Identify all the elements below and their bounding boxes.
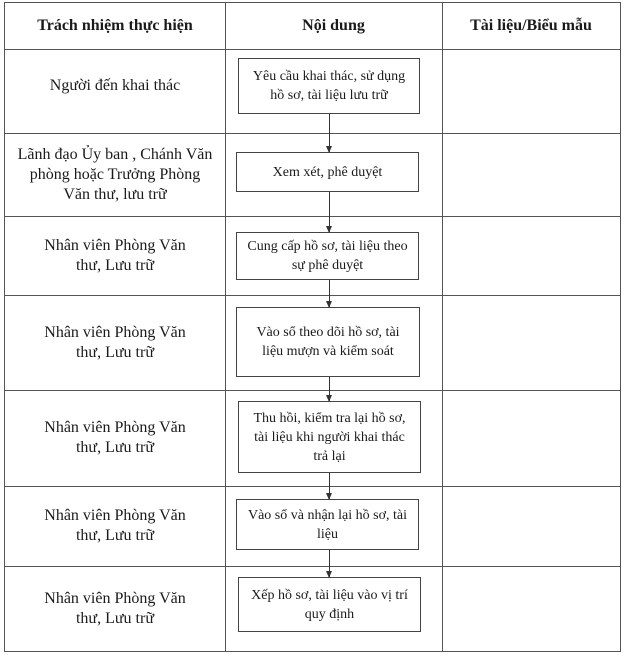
row-1-responsibility: Người đến khai thác	[49, 77, 181, 94]
step-6-box: Vào sổ và nhận lại hồ sơ, tài liệu	[236, 499, 419, 550]
row-3-responsibility: Nhân viên Phòng Văn thư, Lưu trữ	[44, 236, 186, 274]
header-documents: Tài liệu/Biểu mẫu	[470, 17, 592, 34]
header-responsibility: Trách nhiệm thực hiện	[37, 17, 193, 34]
flow-arrow	[329, 473, 330, 499]
row-4-responsibility: Nhân viên Phòng Văn thư, Lưu trữ	[44, 323, 186, 361]
row-7-responsibility: Nhân viên Phòng Văn thư, Lưu trữ	[44, 589, 186, 627]
row-6-responsibility: Nhân viên Phòng Văn thư, Lưu trữ	[44, 507, 186, 544]
header-content: Nội dung	[302, 17, 365, 34]
flow-arrow	[329, 114, 330, 152]
step-5-box: Thu hồi, kiểm tra lại hồ sơ, tài liệu khi người khai thác trả lại	[238, 401, 421, 473]
row-2-responsibility: Lãnh đạo Ủy ban , Chánh Văn phòng hoặc Trưởng Phòng Văn thư, lưu trữ	[17, 145, 213, 203]
step-7-box: Xếp hồ sơ, tài liệu vào vị trí quy định	[238, 577, 421, 632]
flow-arrow	[329, 280, 330, 307]
process-table	[4, 2, 621, 652]
flow-arrow	[329, 192, 330, 232]
step-2-box: Xem xét, phê duyệt	[236, 152, 419, 192]
column-divider	[442, 3, 443, 651]
flow-arrow	[329, 550, 330, 577]
row-5-responsibility: Nhân viên Phòng Văn thư, Lưu trữ	[44, 419, 186, 456]
flow-arrow	[329, 377, 330, 401]
step-4-box: Vào sổ theo dõi hồ sơ, tài liệu mượn và kiểm soát	[236, 307, 420, 377]
column-divider	[225, 3, 226, 651]
step-1-box: Yêu cầu khai thác, sử dụng hồ sơ, tài liệu lưu trữ	[238, 58, 420, 114]
step-3-box: Cung cấp hồ sơ, tài liệu theo sự phê duyệt	[236, 232, 419, 280]
